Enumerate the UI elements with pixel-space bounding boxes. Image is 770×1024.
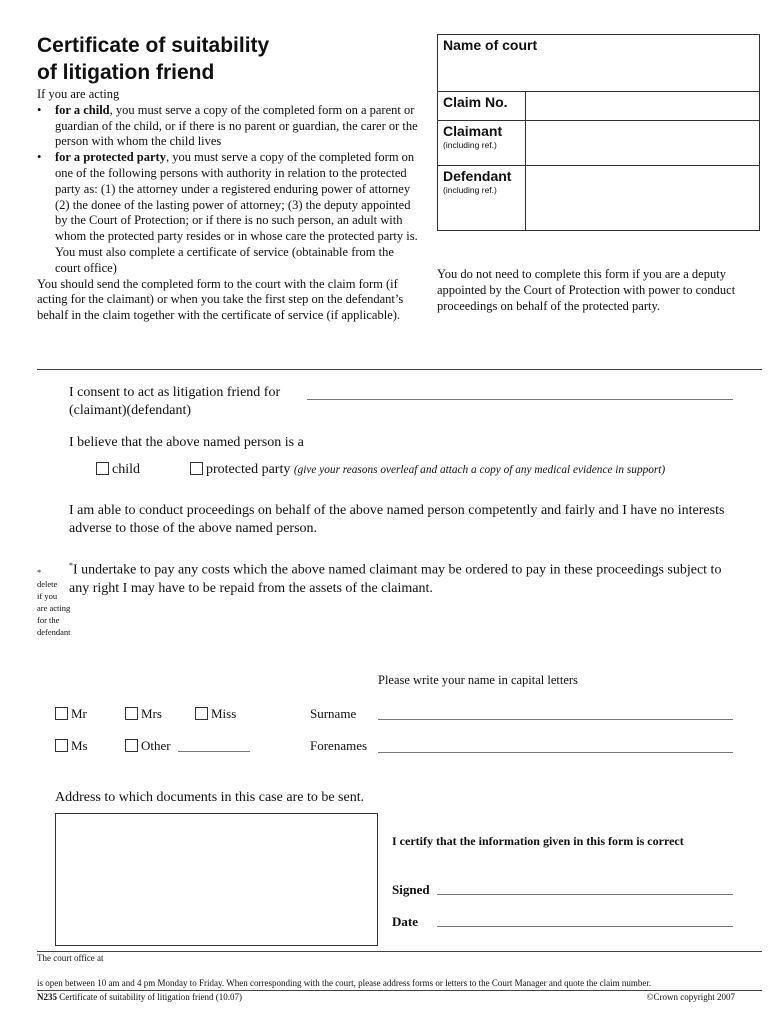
consent-line-1: I consent to act as litigation friend for <box>69 385 281 400</box>
miss-checkbox[interactable] <box>195 707 208 720</box>
ms-label: Ms <box>71 738 88 753</box>
margin-note-line-2: if you <box>37 591 58 601</box>
form-title <box>37 32 269 86</box>
believe-statement: I believe that the above named person is a <box>69 435 304 450</box>
footer-divider-2 <box>37 990 762 991</box>
bullet-protected-bold: for a protected party <box>55 150 166 165</box>
protected-party-label: protected party <box>206 462 291 477</box>
deputy-note: You do not need to complete this form if you are a deputy appointed by the Court of Protection with power to conduct proceedings on behalf of the protected party. <box>437 267 736 313</box>
child-checkbox[interactable] <box>96 462 109 475</box>
consent-line-2: (claimant)(defendant) <box>69 403 192 418</box>
title-ms[interactable] <box>55 738 88 754</box>
claim-no-field[interactable] <box>526 92 759 120</box>
intro-guidance <box>37 87 419 324</box>
address-label: Address to which documents in this case are to be sent. <box>55 790 365 805</box>
date-label: Date <box>392 914 418 929</box>
claim-no-label-cell <box>438 92 526 120</box>
claimant-label-cell <box>438 121 526 165</box>
intro-after: You should send the completed form to the court with the claim form (if acting for the claimant) or when you take the first step on the defendant’s behalf in the claim together with the certificate of service (if applicable). <box>37 276 404 323</box>
form-name: Certificate of suitability of litigation friend (10.07) <box>59 992 242 1002</box>
claimant-field[interactable] <box>526 121 759 165</box>
title-mr[interactable] <box>55 706 87 722</box>
mr-label: Mr <box>71 706 87 721</box>
defendant-label-cell <box>438 166 526 230</box>
claim-no-row <box>438 92 759 121</box>
form-reference <box>37 992 242 1002</box>
name-of-court-label: Name of court <box>443 37 538 53</box>
other-checkbox[interactable] <box>125 739 138 752</box>
form-code: N235 <box>37 992 57 1002</box>
claimant-row <box>438 121 759 166</box>
forenames-label: Forenames <box>310 738 368 753</box>
title-other[interactable] <box>125 738 171 754</box>
surname-label: Surname <box>310 706 357 721</box>
bullet-child-bold: for a child <box>55 102 110 117</box>
certify-statement: I certify that the information given in this form is correct <box>392 834 684 848</box>
claimant-label: Claimant <box>443 123 503 139</box>
undertaking-statement <box>69 557 739 598</box>
other-label: Other <box>141 738 171 753</box>
child-label: child <box>112 462 140 477</box>
ms-checkbox[interactable] <box>55 739 68 752</box>
intro-bullets <box>37 103 419 277</box>
margin-note-line-3: are acting <box>37 603 71 613</box>
undertaking-text: I undertake to pay any costs which the above named claimant may be ordered to pay in these proceedings subject to any right I may have to be repaid from the assets of the claimant. <box>69 562 722 596</box>
miss-label: Miss <box>211 706 237 721</box>
intro-lead: If you are acting <box>37 87 120 101</box>
bullet-child-text: , you must serve a copy of the completed form on a parent or guardian of the child, or if there is no parent or guardian, the carer or the person with whom the child lives <box>55 102 418 149</box>
section-divider <box>37 369 762 370</box>
child-option[interactable] <box>96 462 140 478</box>
name-of-court-field[interactable] <box>438 35 759 92</box>
protected-party-checkbox[interactable] <box>190 462 203 475</box>
defendant-sub-label: (including ref.) <box>443 185 497 195</box>
signature-input[interactable] <box>437 894 733 895</box>
title-mrs[interactable] <box>125 706 162 722</box>
address-box[interactable] <box>55 813 378 946</box>
able-statement: I am able to conduct proceedings on behalf of the above named person competently and fairly and I have no interests adverse to those of the above named person. <box>69 503 725 536</box>
claimant-sub-label: (including ref.) <box>443 140 497 150</box>
court-details-box <box>437 34 760 231</box>
delete-margin-note <box>37 566 71 638</box>
margin-note-line-1: delete <box>37 579 58 589</box>
margin-note-line-5: defendant <box>37 627 71 637</box>
surname-input[interactable] <box>378 719 733 720</box>
litigant-name-input[interactable] <box>307 399 733 400</box>
defendant-row <box>438 166 759 230</box>
margin-note-star: * <box>37 567 42 577</box>
protected-party-option[interactable] <box>190 462 665 478</box>
capitals-instruction: Please write your name in capital letters <box>378 673 578 687</box>
other-title-input[interactable] <box>178 751 250 752</box>
crown-copyright: ©Crown copyright 2007 <box>646 992 735 1002</box>
mr-checkbox[interactable] <box>55 707 68 720</box>
intro-bullet-protected <box>37 150 419 276</box>
date-input[interactable] <box>437 926 733 927</box>
title-miss[interactable] <box>195 706 236 722</box>
defendant-label: Defendant <box>443 168 512 184</box>
protected-party-note: (give your reasons overleaf and attach a copy of any medical evidence in support) <box>293 464 666 476</box>
footer-divider <box>37 951 762 952</box>
undertaking-asterisk: * <box>69 561 73 570</box>
mrs-checkbox[interactable] <box>125 707 138 720</box>
bullet-protected-text: , you must serve a copy of the completed form on one of the following persons with authority in relation to the protected party as: (1) the attorney under a registered enduring power of attorney (2) the donee of the lasting power of attorney; (3) the deputy appointed by the Court of Protection; or if there is no such person, an adult with whom the protected party resides or in whose care the protected party is. You must also complete a certificate of service (obtainable from the court office) <box>55 150 418 275</box>
office-hours-note: is open between 10 am and 4 pm Monday to Friday. When corresponding with the court, please address forms or letters to the Court Manager and quote the claim number. <box>37 978 652 988</box>
mrs-label: Mrs <box>141 706 162 721</box>
margin-note-line-4: for the <box>37 615 60 625</box>
signed-label: Signed <box>392 882 430 897</box>
intro-bullet-child <box>37 103 419 150</box>
title-line-1: Certificate of suitability <box>37 34 270 57</box>
court-office-label: The court office at <box>37 953 104 963</box>
title-line-2: of litigation friend <box>37 61 215 84</box>
defendant-field[interactable] <box>526 166 759 230</box>
forenames-input[interactable] <box>378 752 733 753</box>
claim-no-label: Claim No. <box>443 94 508 110</box>
